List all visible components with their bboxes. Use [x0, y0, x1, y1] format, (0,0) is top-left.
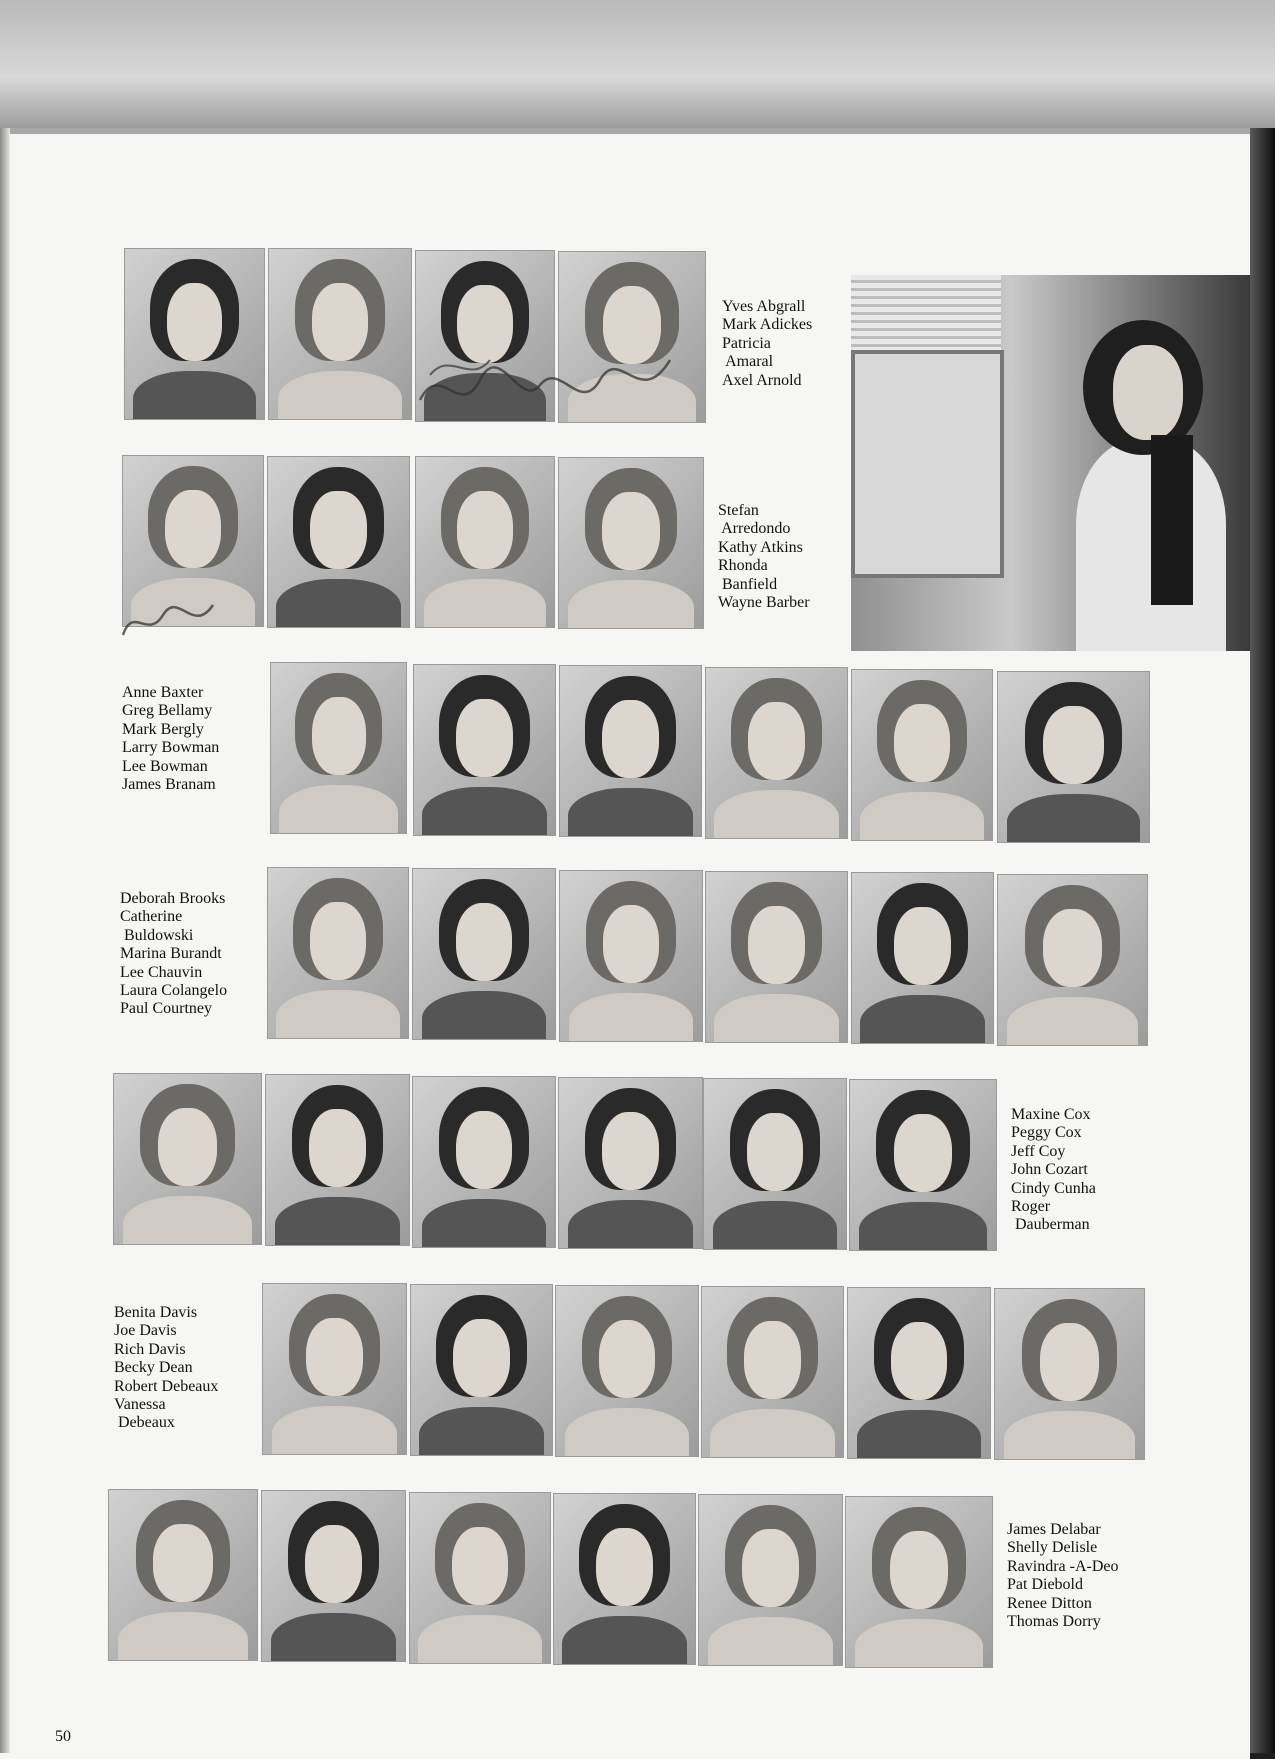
- student-portrait: [706, 668, 847, 838]
- student-name: Lee Bowman: [122, 757, 208, 775]
- name-list: [120, 890, 227, 1019]
- student-portrait: [699, 1495, 842, 1665]
- student-name: Mark Bergly: [122, 720, 204, 738]
- student-portrait: [995, 1289, 1144, 1459]
- student-name: Catherine: [120, 908, 183, 926]
- student-portrait: [702, 1287, 843, 1457]
- student-name: Patricia: [722, 334, 771, 352]
- student-portrait: [414, 665, 555, 835]
- student-name: Benita Davis: [114, 1304, 198, 1321]
- student-portrait: [852, 873, 993, 1043]
- student-name: John Cozart: [1011, 1161, 1088, 1179]
- student-name: Axel Arnold: [722, 371, 802, 389]
- student-portrait: [560, 666, 701, 836]
- student-portrait: [706, 872, 847, 1042]
- student-name: Dauberman: [1011, 1216, 1090, 1234]
- student-portrait: [560, 871, 702, 1041]
- name-list: [718, 502, 810, 612]
- student-portrait: [850, 1080, 996, 1250]
- student-name: Marina Burandt: [120, 945, 222, 963]
- student-name: Ravindra -A-Deo: [1007, 1557, 1119, 1575]
- scan-background-top: [0, 0, 1275, 130]
- name-list: [722, 298, 812, 390]
- student-name: Peggy Cox: [1011, 1124, 1082, 1142]
- student-name: Wayne Barber: [718, 594, 810, 612]
- student-portrait: [998, 875, 1147, 1045]
- name-list: [1007, 1521, 1119, 1631]
- student-name: Yves Abgrall: [722, 298, 806, 315]
- student-name: Anne Baxter: [122, 684, 204, 701]
- student-name: Lee Chauvin: [120, 963, 203, 981]
- student-name: Banfield: [718, 575, 778, 593]
- name-list: [1011, 1106, 1096, 1235]
- student-name: Rhonda: [718, 557, 768, 575]
- page-gutter: [0, 128, 10, 1753]
- student-name: Buldowski: [120, 926, 194, 944]
- student-name: Thomas Dorry: [1007, 1613, 1101, 1631]
- page-edge-shadow: [1250, 128, 1275, 1753]
- student-name: Larry Bowman: [122, 739, 220, 757]
- student-name: Stefan: [718, 502, 759, 519]
- student-name: James Branam: [122, 776, 216, 794]
- student-portrait: [262, 1491, 405, 1661]
- student-portrait: [998, 672, 1149, 842]
- student-name: Pat Diebold: [1007, 1576, 1083, 1594]
- student-portrait: [109, 1490, 257, 1660]
- student-name: Becky Dean: [114, 1359, 193, 1377]
- student-portrait: [848, 1288, 990, 1458]
- page-number: 50: [55, 1728, 71, 1745]
- student-name: Vanessa: [114, 1396, 166, 1414]
- student-portrait: [269, 249, 411, 419]
- student-portrait: [271, 663, 406, 833]
- student-portrait: [114, 1074, 261, 1244]
- student-name: Greg Bellamy: [122, 702, 213, 720]
- student-name: James Delabar: [1007, 1521, 1101, 1538]
- student-name: Arredondo: [718, 520, 791, 538]
- student-portrait: [411, 1285, 552, 1455]
- student-portrait: [559, 458, 703, 628]
- student-portrait: [263, 1284, 406, 1454]
- student-portrait: [410, 1493, 550, 1663]
- student-name: Rich Davis: [114, 1340, 186, 1358]
- student-name: Joe Davis: [114, 1322, 177, 1340]
- student-name: Jeff Coy: [1011, 1142, 1066, 1160]
- student-name: Maxine Cox: [1011, 1106, 1091, 1123]
- student-portrait: [413, 869, 555, 1039]
- student-portrait: [554, 1494, 695, 1664]
- handwritten-signature: [410, 340, 690, 430]
- student-name: Kathy Atkins: [718, 538, 803, 556]
- student-portrait: [268, 457, 409, 627]
- student-portrait: [846, 1497, 992, 1667]
- student-name: Amaral: [722, 353, 774, 371]
- student-portrait: [852, 670, 992, 840]
- name-list: [114, 1304, 218, 1433]
- student-name: Deborah Brooks: [120, 890, 226, 907]
- student-portrait: [266, 1075, 409, 1245]
- candid-photo: [851, 275, 1250, 651]
- handwritten-signature: [118, 585, 238, 645]
- student-portrait: [125, 249, 264, 419]
- student-name: Mark Adickes: [722, 316, 813, 334]
- name-list: [122, 684, 219, 794]
- student-name: Robert Debeaux: [114, 1377, 219, 1395]
- student-name: Roger: [1011, 1198, 1051, 1216]
- student-name: Laura Colangelo: [120, 982, 228, 1000]
- student-portrait: [556, 1286, 698, 1456]
- student-portrait: [413, 1077, 555, 1247]
- student-name: Cindy Cunha: [1011, 1179, 1096, 1197]
- student-portrait: [268, 868, 408, 1038]
- student-name: Renee Ditton: [1007, 1594, 1092, 1612]
- student-portrait: [416, 457, 554, 627]
- student-name: Shelly Delisle: [1007, 1539, 1098, 1557]
- student-portrait: [704, 1079, 846, 1249]
- student-portrait: [559, 1078, 702, 1248]
- student-name: Debeaux: [114, 1414, 175, 1432]
- student-name: Paul Courtney: [120, 1000, 212, 1018]
